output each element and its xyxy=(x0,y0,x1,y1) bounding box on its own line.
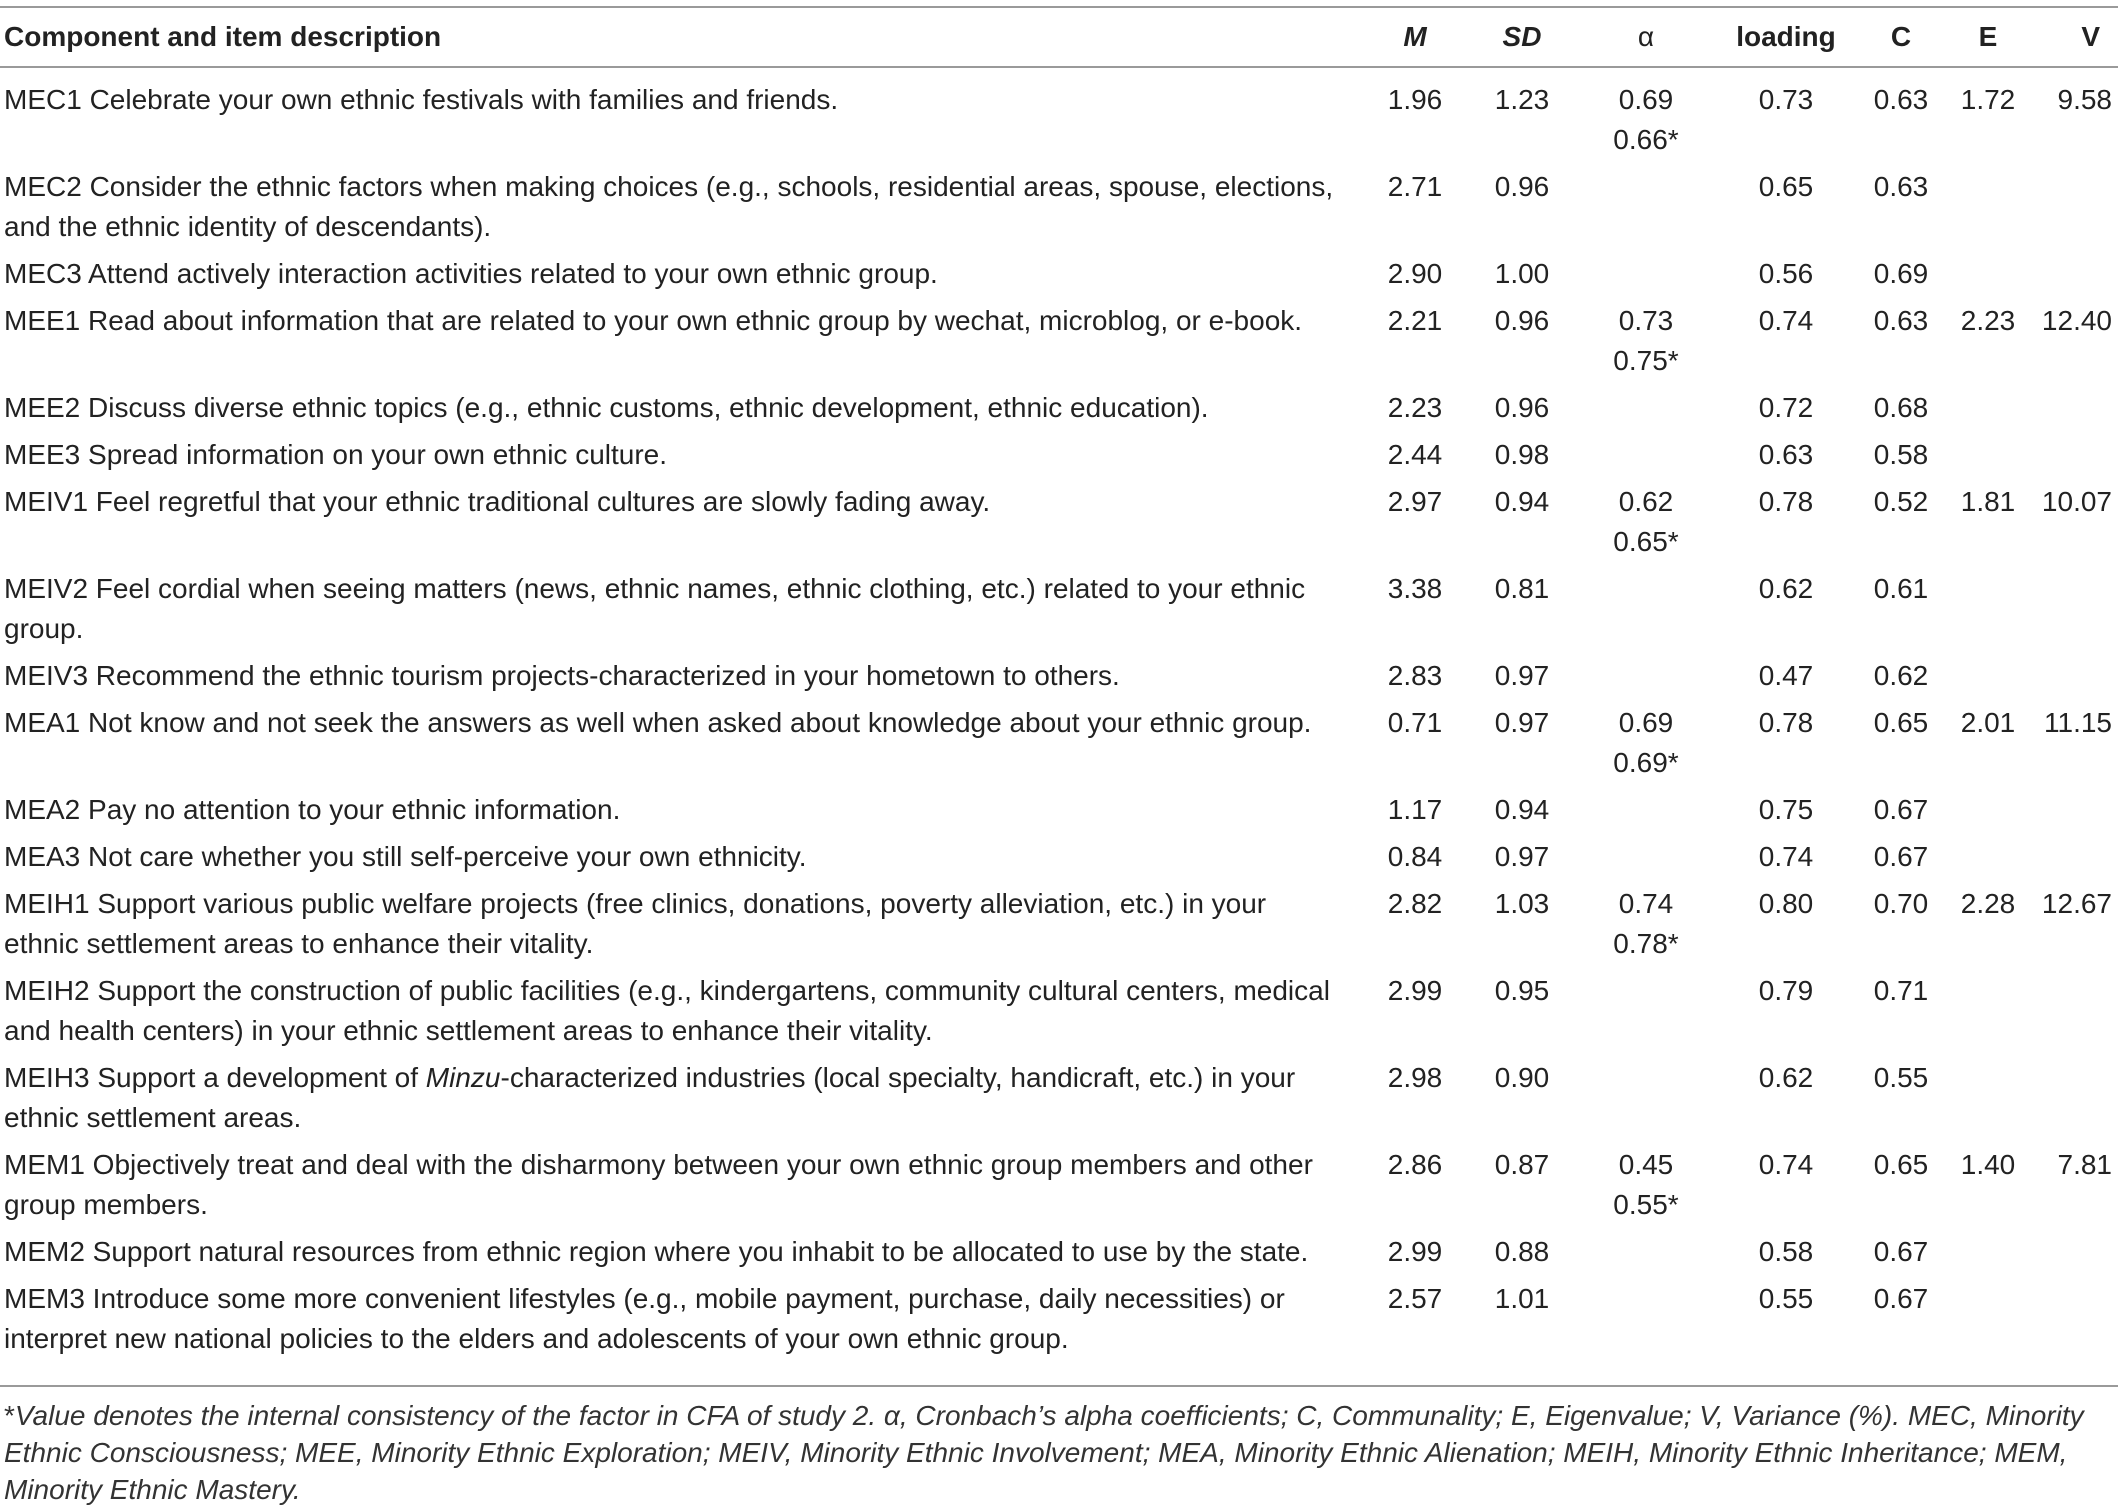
loading-value: 0.74 xyxy=(1758,1149,1814,1180)
table-row xyxy=(0,1232,2118,1279)
table-row xyxy=(0,971,2118,1058)
variance-value xyxy=(2028,837,2118,884)
sd-value: 0.97 xyxy=(1494,841,1550,872)
alpha-value-efa: 0.45 xyxy=(1618,1149,1674,1180)
alpha-value xyxy=(1574,66,1718,167)
mean-value: 2.86 xyxy=(1387,1149,1443,1180)
item-description: MEA2 Pay no attention to your ethnic information. xyxy=(4,794,621,825)
eigenvalue-value xyxy=(1948,388,2028,435)
sd-value: 1.03 xyxy=(1494,888,1550,919)
alpha-value xyxy=(1574,884,1718,971)
sd-value: 0.94 xyxy=(1494,486,1550,517)
sd-value: 0.94 xyxy=(1494,794,1550,825)
mean-value: 2.82 xyxy=(1387,888,1443,919)
table-row xyxy=(0,388,2118,435)
item-description: MEM1 Objectively treat and deal with the disharmony between your own ethnic group members and other group members. xyxy=(4,1149,1313,1220)
loading-value: 0.55 xyxy=(1758,1283,1814,1314)
mean-value: 2.23 xyxy=(1387,392,1443,423)
mean-value: 2.71 xyxy=(1387,171,1443,202)
alpha-value-cfa: 0.78* xyxy=(1613,928,1679,959)
alpha-value xyxy=(1574,837,1718,884)
header-loading: loading xyxy=(1736,21,1836,52)
footnote-text: Value denotes the internal consistency of the factor in CFA of study 2. α, Cronbach’s alpha coefficients; C, Communality; E, Eigenvalue; V, Variance (%). MEC, Minority Ethnic Consciousness; MEE, Minority Ethnic Exploration; MEIV, Minority Ethnic Involvement; MEA, Minority Ethnic Alienation; MEIH, Minority Ethnic Inheritance; MEM, Minority Ethnic Mastery. xyxy=(4,1400,2084,1505)
item-description: MEIH1 Support various public welfare projects (free clinics, donations, poverty alleviation, etc.) in your ethnic settlement areas to enhance their vitality. xyxy=(4,888,1267,959)
mean-value: 2.21 xyxy=(1387,305,1443,336)
loading-value: 0.80 xyxy=(1758,888,1814,919)
alpha-value xyxy=(1574,1279,1718,1366)
communality-value: 0.67 xyxy=(1873,841,1929,872)
communality-value: 0.67 xyxy=(1873,794,1929,825)
header-description: Component and item description xyxy=(4,21,442,52)
alpha-value xyxy=(1574,167,1718,254)
table-row xyxy=(0,1058,2118,1145)
sd-value: 0.87 xyxy=(1494,1149,1550,1180)
item-description xyxy=(0,1058,1360,1145)
eigenvalue-value xyxy=(1948,254,2028,301)
eigenvalue-value xyxy=(1948,971,2028,1058)
sd-value: 1.00 xyxy=(1494,258,1550,289)
variance-value xyxy=(2028,1279,2118,1366)
sd-value: 0.98 xyxy=(1494,439,1550,470)
loading-value: 0.63 xyxy=(1758,439,1814,470)
sd-value: 0.96 xyxy=(1494,171,1550,202)
alpha-value-efa: 0.62 xyxy=(1618,486,1674,517)
item-description: MEC1 Celebrate your own ethnic festivals with families and friends. xyxy=(4,84,839,115)
mean-value: 2.83 xyxy=(1387,660,1443,691)
mean-value: 2.44 xyxy=(1387,439,1443,470)
eigenvalue-value xyxy=(1948,656,2028,703)
alpha-value xyxy=(1574,435,1718,482)
eigenvalue-value xyxy=(1948,837,2028,884)
communality-value: 0.55 xyxy=(1873,1062,1929,1093)
alpha-value xyxy=(1574,790,1718,837)
alpha-value xyxy=(1574,569,1718,656)
sd-value: 0.97 xyxy=(1494,660,1550,691)
table-row xyxy=(0,884,2118,971)
variance-value: 12.67 xyxy=(2041,888,2112,919)
alpha-value-cfa: 0.65* xyxy=(1613,526,1679,557)
communality-value: 0.61 xyxy=(1873,573,1929,604)
alpha-value xyxy=(1574,656,1718,703)
loading-value: 0.47 xyxy=(1758,660,1814,691)
loading-value: 0.58 xyxy=(1758,1236,1814,1267)
eigenvalue-value xyxy=(1948,435,2028,482)
loading-value: 0.78 xyxy=(1758,486,1814,517)
alpha-value-cfa: 0.55* xyxy=(1613,1189,1679,1220)
eigenvalue-value xyxy=(1948,167,2028,254)
mean-value: 2.90 xyxy=(1387,258,1443,289)
communality-value: 0.63 xyxy=(1873,305,1929,336)
alpha-value-efa: 0.69 xyxy=(1618,707,1674,738)
item-description: MEIV1 Feel regretful that your ethnic traditional cultures are slowly fading away. xyxy=(4,486,991,517)
alpha-value xyxy=(1574,1232,1718,1279)
mean-value: 2.99 xyxy=(1387,1236,1443,1267)
table-row xyxy=(0,66,2118,167)
alpha-value-efa: 0.69 xyxy=(1618,84,1674,115)
loading-value: 0.78 xyxy=(1758,707,1814,738)
sd-value: 0.81 xyxy=(1494,573,1550,604)
loading-value: 0.56 xyxy=(1758,258,1814,289)
eigenvalue-value: 2.01 xyxy=(1960,707,2016,738)
alpha-value-cfa: 0.66* xyxy=(1613,124,1679,155)
item-description: MEIH2 Support the construction of public facilities (e.g., kindergartens, community cultural centers, medical and health centers) in your ethnic settlement areas to enhance their vitality. xyxy=(4,975,1330,1046)
mean-value: 0.71 xyxy=(1387,707,1443,738)
table-row xyxy=(0,1279,2118,1366)
item-description: MEA1 Not know and not seek the answers as well when asked about knowledge about your ethnic group. xyxy=(4,707,1312,738)
table-row xyxy=(0,1145,2118,1232)
item-description: MEM3 Introduce some more convenient lifestyles (e.g., mobile payment, purchase, daily necessities) or interpret new national policies to the elders and adolescents of your own ethnic group. xyxy=(4,1283,1285,1354)
table-footnote xyxy=(4,1397,2110,1508)
variance-value xyxy=(2028,1232,2118,1279)
eigenvalue-value: 2.23 xyxy=(1960,305,2016,336)
loading-value: 0.72 xyxy=(1758,392,1814,423)
header-alpha: α xyxy=(1637,21,1655,52)
table-row xyxy=(0,482,2118,569)
mean-value: 2.57 xyxy=(1387,1283,1443,1314)
table-row xyxy=(0,656,2118,703)
sd-value: 0.97 xyxy=(1494,707,1550,738)
eigenvalue-value: 2.28 xyxy=(1960,888,2016,919)
alpha-value xyxy=(1574,1145,1718,1232)
variance-value: 11.15 xyxy=(2044,707,2112,738)
item-description: MEA3 Not care whether you still self-perceive your own ethnicity. xyxy=(4,841,807,872)
alpha-value xyxy=(1574,254,1718,301)
communality-value: 0.63 xyxy=(1873,84,1929,115)
variance-value xyxy=(2028,971,2118,1058)
communality-value: 0.70 xyxy=(1873,888,1929,919)
communality-value: 0.65 xyxy=(1873,1149,1929,1180)
mean-value: 1.96 xyxy=(1387,84,1443,115)
loading-value: 0.62 xyxy=(1758,573,1814,604)
item-description: MEIV2 Feel cordial when seeing matters (news, ethnic names, ethnic clothing, etc.) related to your ethnic group. xyxy=(4,573,1306,644)
item-description: MEM2 Support natural resources from ethnic region where you inhabit to be allocated to use by the state. xyxy=(4,1236,1309,1267)
communality-value: 0.71 xyxy=(1873,975,1929,1006)
table-row xyxy=(0,703,2118,790)
footnote-star: * xyxy=(4,1400,15,1431)
eigenvalue-value: 1.40 xyxy=(1960,1149,2016,1180)
header-communality: C xyxy=(1890,21,1912,52)
communality-value: 0.67 xyxy=(1873,1283,1929,1314)
mean-value: 0.84 xyxy=(1387,841,1443,872)
variance-value xyxy=(2028,656,2118,703)
alpha-value xyxy=(1574,482,1718,569)
table-row xyxy=(0,435,2118,482)
sd-value: 0.96 xyxy=(1494,392,1550,423)
alpha-value-efa: 0.74 xyxy=(1618,888,1674,919)
alpha-value-cfa: 0.75* xyxy=(1613,345,1679,376)
variance-value xyxy=(2028,388,2118,435)
sd-value: 0.95 xyxy=(1494,975,1550,1006)
table-row xyxy=(0,790,2118,837)
mean-value: 2.98 xyxy=(1387,1062,1443,1093)
item-description-pre: MEIH3 Support a development of xyxy=(4,1062,426,1093)
table-row xyxy=(0,254,2118,301)
communality-value: 0.62 xyxy=(1873,660,1929,691)
communality-value: 0.58 xyxy=(1873,439,1929,470)
sd-value: 1.23 xyxy=(1494,84,1550,115)
mean-value: 2.99 xyxy=(1387,975,1443,1006)
loading-value: 0.74 xyxy=(1758,305,1814,336)
variance-value xyxy=(2028,790,2118,837)
communality-value: 0.65 xyxy=(1873,707,1929,738)
header-row xyxy=(0,8,2118,66)
communality-value: 0.68 xyxy=(1873,392,1929,423)
alpha-value xyxy=(1574,703,1718,790)
table-row xyxy=(0,569,2118,656)
mean-value: 2.97 xyxy=(1387,486,1443,517)
eigenvalue-value xyxy=(1948,790,2028,837)
table-row xyxy=(0,167,2118,254)
variance-value: 12.40 xyxy=(2041,305,2112,336)
item-description-post: -characterized industries (local specialty, handicraft, etc.) in your ethnic settlement areas. xyxy=(4,1062,1296,1133)
header-variance: V xyxy=(2081,21,2100,52)
communality-value: 0.52 xyxy=(1873,486,1929,517)
item-description: MEE1 Read about information that are related to your own ethnic group by wechat, microblog, or e-book. xyxy=(4,305,1303,336)
eigenvalue-value xyxy=(1948,1232,2028,1279)
table-row xyxy=(0,837,2118,884)
item-description-emphasis: Minzu xyxy=(425,1062,501,1093)
item-description: MEE2 Discuss diverse ethnic topics (e.g., ethnic customs, ethnic development, ethnic education). xyxy=(4,392,1209,423)
variance-value xyxy=(2028,435,2118,482)
sd-value: 0.88 xyxy=(1494,1236,1550,1267)
table-row xyxy=(0,301,2118,388)
loading-value: 0.62 xyxy=(1758,1062,1814,1093)
table-body xyxy=(0,66,2118,1366)
loading-value: 0.65 xyxy=(1758,171,1814,202)
sd-value: 0.96 xyxy=(1494,305,1550,336)
variance-value: 7.81 xyxy=(2057,1149,2112,1180)
item-description: MEE3 Spread information on your own ethnic culture. xyxy=(4,439,668,470)
variance-value xyxy=(2028,167,2118,254)
item-description: MEC2 Consider the ethnic factors when making choices (e.g., schools, residential areas, spouse, elections, and the ethnic identity of descendants). xyxy=(4,171,1334,242)
communality-value: 0.63 xyxy=(1873,171,1929,202)
variance-value xyxy=(2028,1058,2118,1145)
loading-value: 0.74 xyxy=(1758,841,1814,872)
eigenvalue-value xyxy=(1948,569,2028,656)
variance-value: 10.07 xyxy=(2041,486,2112,517)
item-description: MEC3 Attend actively interaction activities related to your own ethnic group. xyxy=(4,258,938,289)
header-sd: SD xyxy=(1502,21,1542,52)
bottom-rule xyxy=(0,1385,2118,1387)
alpha-value xyxy=(1574,971,1718,1058)
communality-value: 0.69 xyxy=(1873,258,1929,289)
alpha-value-efa: 0.73 xyxy=(1618,305,1674,336)
sd-value: 1.01 xyxy=(1494,1283,1550,1314)
eigenvalue-value xyxy=(1948,1058,2028,1145)
variance-value xyxy=(2028,254,2118,301)
alpha-value xyxy=(1574,301,1718,388)
loading-value: 0.79 xyxy=(1758,975,1814,1006)
header-eigenvalue: E xyxy=(1978,21,1998,52)
alpha-value xyxy=(1574,388,1718,435)
eigenvalue-value xyxy=(1948,1279,2028,1366)
mean-value: 3.38 xyxy=(1387,573,1443,604)
data-table xyxy=(0,8,2118,1366)
variance-value: 9.58 xyxy=(2057,84,2112,115)
alpha-value xyxy=(1574,1058,1718,1145)
item-description: MEIV3 Recommend the ethnic tourism projects-characterized in your hometown to others. xyxy=(4,660,1120,691)
variance-value xyxy=(2028,569,2118,656)
header-mean: M xyxy=(1403,21,1427,52)
eigenvalue-value: 1.81 xyxy=(1960,486,2016,517)
loading-value: 0.73 xyxy=(1758,84,1814,115)
sd-value: 0.90 xyxy=(1494,1062,1550,1093)
eigenvalue-value: 1.72 xyxy=(1960,84,2016,115)
mean-value: 1.17 xyxy=(1387,794,1443,825)
communality-value: 0.67 xyxy=(1873,1236,1929,1267)
alpha-value-cfa: 0.69* xyxy=(1613,747,1679,778)
loading-value: 0.75 xyxy=(1758,794,1814,825)
